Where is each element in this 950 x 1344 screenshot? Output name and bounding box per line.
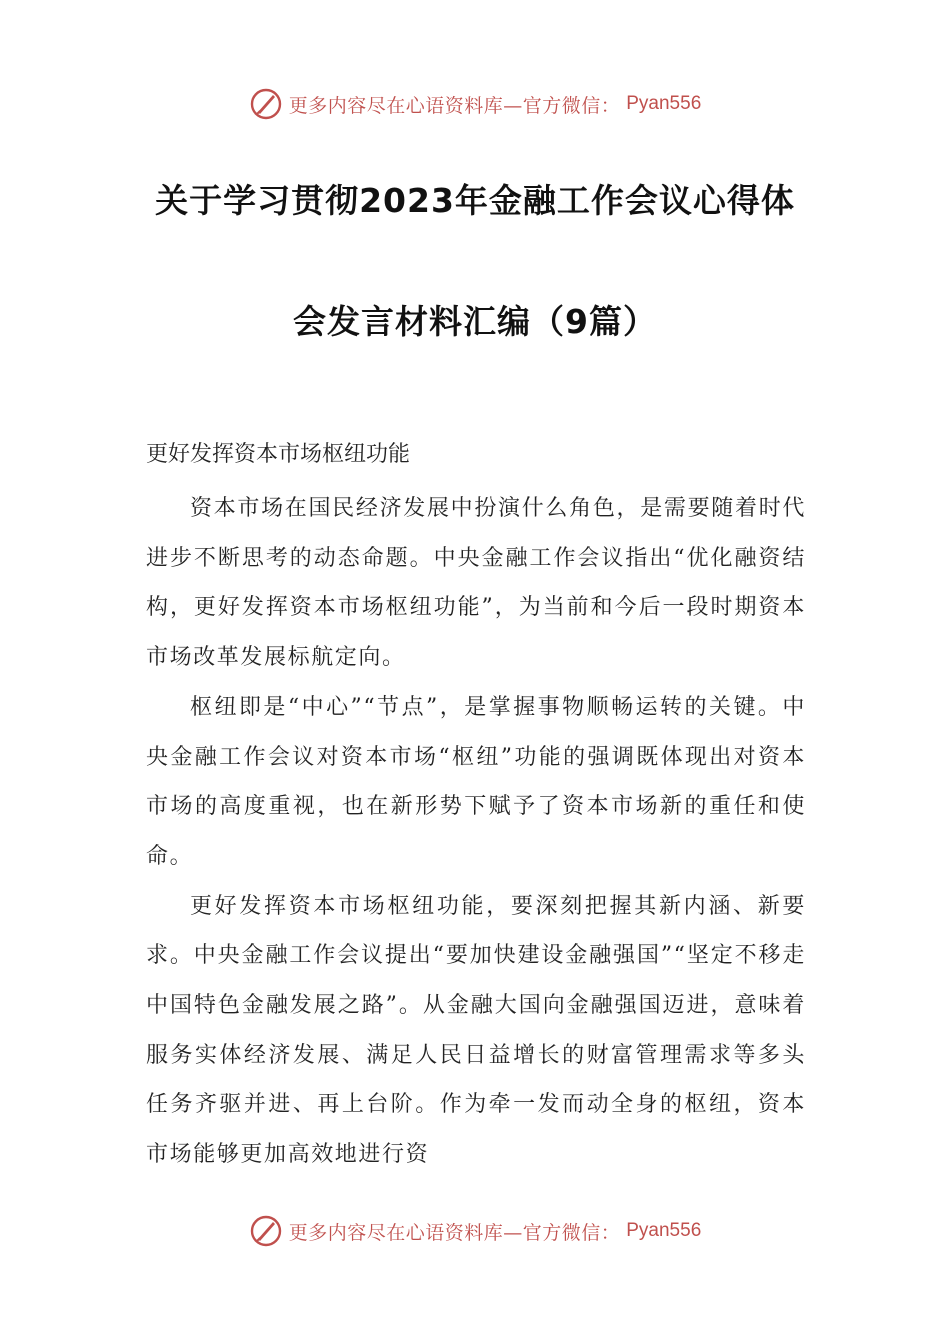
document-title-line-2: 会发言材料汇编（9篇）	[293, 302, 657, 341]
body-paragraph-1: 资本市场在国民经济发展中扮演什么角色，是需要随着时代进步不断思考的动态命题。中央金融工作会议指出“优化融资结构，更好发挥资本市场枢纽功能”，为当前和今后一段时期资本市场改革发展标航定向。	[146, 496, 806, 671]
footer-watermark-banner	[0, 1211, 950, 1251]
quill-logo-icon	[249, 87, 283, 121]
banner-text: 更多内容尽在心语资料库—官方微信：	[288, 94, 621, 117]
banner-wechat-id: Pyan556	[626, 1220, 702, 1241]
quill-logo-icon	[249, 1214, 283, 1248]
header-watermark-banner	[0, 84, 950, 124]
document-body	[146, 484, 806, 1180]
banner-wechat-id: Pyan556	[626, 93, 702, 114]
body-paragraph-3: 更好发挥资本市场枢纽功能，要深刻把握其新内涵、新要求。中央金融工作会议提出“要加快建设金融强国”“坚定不移走中国特色金融发展之路”。从金融大国向金融强国迈进，意味着服务实体经济发展、满足人民日益增长的财富管理需求等多头任务齐驱并进、再上台阶。作为牵一发而动全身的枢纽，资本市场能够更加高效地进行资	[146, 893, 806, 1168]
banner-text: 更多内容尽在心语资料库—官方微信：	[288, 1221, 621, 1244]
section-heading: 更好发挥资本市场枢纽功能	[146, 442, 411, 467]
body-paragraph-2: 枢纽即是“中心”“节点”，是掌握事物顺畅运转的关键。中央金融工作会议对资本市场“枢纽”功能的强调既体现出对资本市场的高度重视，也在新形势下赋予了资本市场新的重任和使命。	[146, 694, 806, 869]
document-title-line-1: 关于学习贯彻2023年金融工作会议心得体	[155, 181, 795, 220]
